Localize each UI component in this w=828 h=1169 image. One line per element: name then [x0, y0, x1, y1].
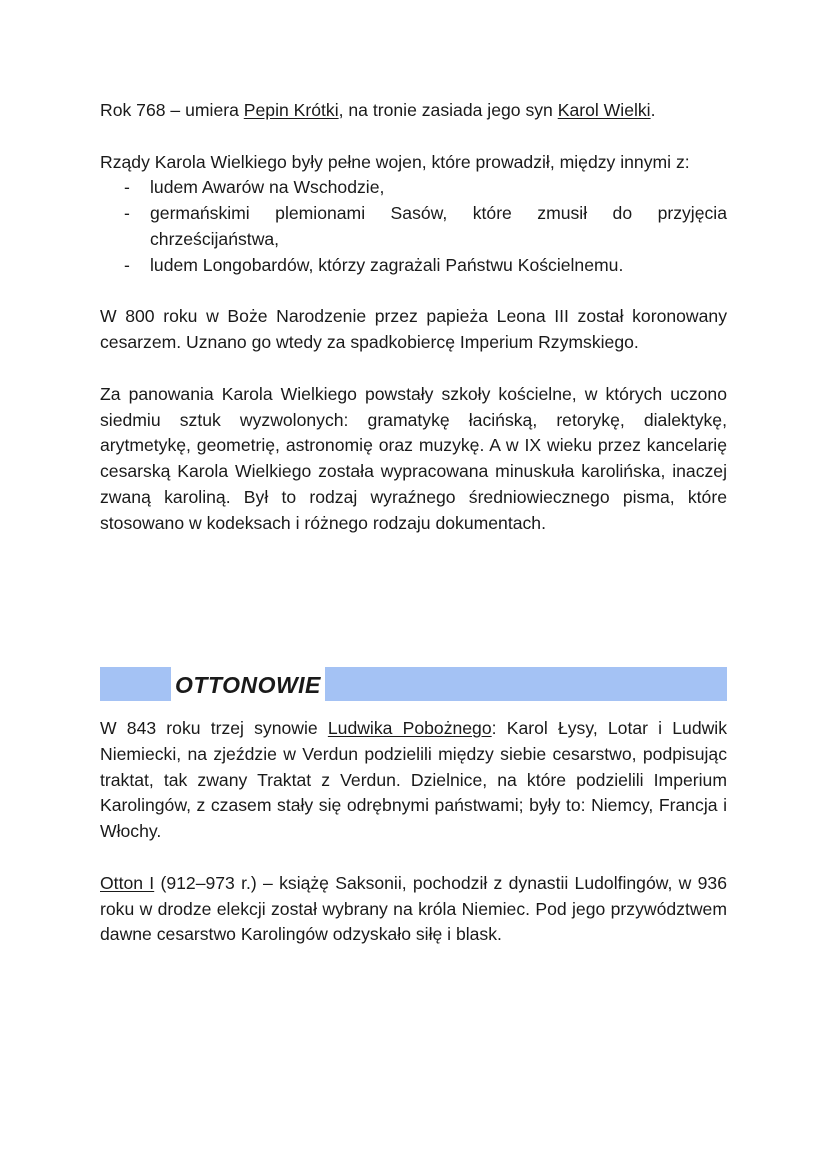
- link-pepin-krotki[interactable]: Pepin Krótki: [243, 100, 339, 120]
- paragraph-otton-i: [100, 871, 727, 948]
- section-heading-ottonowie: OTTONOWIE: [171, 667, 325, 701]
- paragraph-verdun: [100, 716, 727, 845]
- paragraph-gap: [100, 279, 727, 305]
- text-run: Rok 768 – umiera: [100, 100, 244, 120]
- list-item: - germańskimi plemionami Sasów, które zmusił do przyjęcia chrześcijaństwa,: [150, 201, 727, 253]
- text-run: (912–973 r.) – książę Saksonii, pochodził z dynastii Ludolfingów, w 936 roku w drodze elekcji został wybrany na króla Niemiec. Pod jego przywództwem dawne cesarstwo Karolingów odzyskało siłę i blask.: [100, 872, 727, 945]
- paragraph-gap: [100, 356, 727, 382]
- paragraph-coronation: W 800 roku w Boże Narodzenie przez papieża Leona III został koronowany cesarzem. Uznano go wtedy za spadkobiercę Imperium Rzymskiego.: [100, 306, 727, 353]
- section-heading-bar: [100, 667, 727, 701]
- paragraph-gap: [100, 124, 727, 150]
- section-ottonowie: [100, 716, 727, 948]
- text-run: W 843 roku trzej synowie: [100, 718, 328, 738]
- paragraph-gap: [100, 845, 727, 871]
- link-otton-i[interactable]: Otton I: [100, 872, 155, 893]
- text-run: , na tronie zasiada jego syn: [338, 100, 558, 120]
- link-ludwika-poboznego[interactable]: Ludwika Pobożnego: [327, 718, 492, 738]
- list-item: - ludem Longobardów, którzy zagrażali Państwu Kościelnemu.: [150, 253, 727, 279]
- paragraph-rok-768: [100, 98, 727, 124]
- section-karol-wielki: [100, 98, 727, 537]
- text-run: : Karol Łysy, Lotar i Ludwik Niemiecki, na zjeździe w Verdun podzielili między siebie cesarstwo, podpisując traktat, tak zwany Traktat z Verdun. Dzielnice, na które podzielili Imperium Karolingów, z czasem stały się odrębnymi państwami; były to: Niemcy, Francja i Włochy.: [100, 718, 728, 842]
- link-karol-wielki[interactable]: Karol Wielki: [557, 100, 651, 120]
- paragraph-wars-intro: Rządy Karola Wielkiego były pełne wojen, które prowadził, między innymi z:: [100, 151, 690, 172]
- paragraph-schools: Za panowania Karola Wielkiego powstały szkoły kościelne, w których uczono siedmiu sztuk wyzwolonych: gramatykę łacińską, retorykę, dialektykę, arytmetykę, geometrię, astronomię oraz muzykę. A w IX wieku przez kancelarię cesarską Karola Wielkiego została wypracowana minuskuła karolińska, inaczej zwaną karoliną. Był to rodzaj wyraźnego średniowiecznego pisma, które stosowano w kodeksach i różnego rodzaju dokumentach.: [100, 383, 727, 533]
- text-run: .: [650, 100, 656, 120]
- list-item: - ludem Awarów na Wschodzie,: [150, 175, 727, 201]
- wars-list: [100, 175, 727, 278]
